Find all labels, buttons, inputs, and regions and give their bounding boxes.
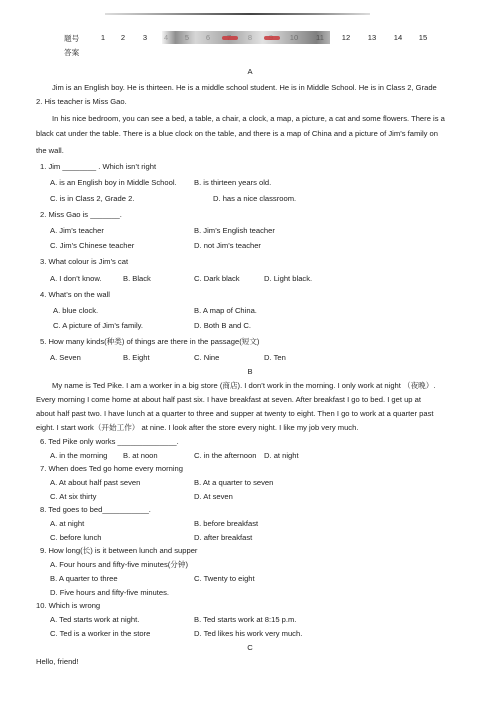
q7-option-b: B. At a quarter to seven bbox=[194, 478, 274, 487]
passage-c-greeting: Hello, friend! bbox=[36, 657, 79, 666]
q9-option-b: B. A quarter to three bbox=[50, 574, 118, 583]
q10-option-c: C. Ted is a worker in the store bbox=[50, 629, 151, 638]
question-7: 7. When does Ted go home every morning bbox=[40, 464, 183, 473]
red-mark bbox=[222, 36, 238, 40]
passage-b-line: about half past two. I have lunch at a quarter to three and supper at twenty to eight. Then I go to work at a quarter past bbox=[36, 409, 434, 418]
q6-option-c: C. in the afternoon bbox=[194, 451, 257, 460]
q8-option-b: B. before breakfast bbox=[194, 519, 259, 528]
q10-option-a: A. Ted starts work at night. bbox=[50, 615, 140, 624]
question-10: 10. Which is wrong bbox=[36, 601, 101, 610]
header-rule bbox=[105, 13, 370, 15]
answer-number: 15 bbox=[418, 33, 428, 42]
section-b-heading: B bbox=[247, 367, 253, 376]
q2-option-a: A. Jim’s teacher bbox=[50, 226, 104, 235]
q6-option-a: A. in the morning bbox=[50, 451, 108, 460]
q10-option-d: D. Ted likes his work very much. bbox=[194, 629, 303, 638]
q5-option-b: B. Eight bbox=[123, 353, 150, 362]
passage-b-line: Every morning I come home at about half past six. I have breakfast at seven. After breakfast I go to bed. I get up at bbox=[36, 395, 421, 404]
question-4: 4. What’s on the wall bbox=[40, 290, 110, 299]
q5-option-a: A. Seven bbox=[50, 353, 81, 362]
question-3: 3. What colour is Jim’s cat bbox=[40, 257, 129, 266]
q6-option-d: D. at night bbox=[264, 451, 299, 460]
q10-option-b: B. Ted starts work at 8:15 p.m. bbox=[194, 615, 297, 624]
answer-table-answer-label: 答案 bbox=[64, 48, 80, 57]
q2-option-d: D. not Jim’s teacher bbox=[194, 241, 261, 250]
answer-number: 13 bbox=[367, 33, 377, 42]
answer-number: 14 bbox=[393, 33, 403, 42]
passage-a-line: black cat under the table. There is a blue clock on the table, and there is a map of China and a picture of Jim’s family on bbox=[36, 129, 438, 138]
scan-smudge bbox=[162, 31, 330, 44]
q5-option-c: C. Nine bbox=[194, 353, 220, 362]
question-8: 8. Ted goes to bed___________. bbox=[40, 505, 151, 514]
q4-option-c: C. A picture of Jim’s family. bbox=[53, 321, 144, 330]
question-5: 5. How many kinds(种类) of things are there in the passage(短文) bbox=[40, 337, 260, 346]
section-a-heading: A bbox=[247, 67, 253, 76]
passage-a-line: the wall. bbox=[36, 146, 64, 155]
q5-option-d: D. Ten bbox=[264, 353, 286, 362]
red-mark bbox=[264, 36, 280, 40]
passage-a-line: Jim is an English boy. He is thirteen. He is a middle school student. He is in Middle School. He is in Class 2, Grade bbox=[52, 83, 437, 92]
answer-number: 1 bbox=[100, 33, 106, 42]
q4-option-d: D. Both B and C. bbox=[194, 321, 251, 330]
q7-option-c: C. At six thirty bbox=[50, 492, 97, 501]
question-9: 9. How long(长) is it between lunch and supper bbox=[40, 546, 198, 555]
q7-option-a: A. At about half past seven bbox=[50, 478, 141, 487]
q9-option-c: C. Twenty to eight bbox=[194, 574, 255, 583]
q3-option-c: C. Dark black bbox=[194, 274, 240, 283]
question-1: 1. Jim ________ . Which isn’t right bbox=[40, 162, 157, 171]
answer-number: 3 bbox=[142, 33, 148, 42]
q7-option-d: D. At seven bbox=[194, 492, 233, 501]
q8-option-a: A. at night bbox=[50, 519, 85, 528]
q1-option-d: D. has a nice classroom. bbox=[213, 194, 297, 203]
passage-b-line: eight. I start work（开始工作） at nine. I look after the store every night. I like my job very much. bbox=[36, 423, 359, 432]
question-2: 2. Miss Gao is _______. bbox=[40, 210, 122, 219]
q1-option-c: C. is in Class 2, Grade 2. bbox=[50, 194, 135, 203]
q2-option-c: C. Jim’s Chinese teacher bbox=[50, 241, 135, 250]
q3-option-d: D. Light black. bbox=[264, 274, 313, 283]
q1-option-b: B. is thirteen years old. bbox=[194, 178, 272, 187]
question-6: 6. Ted Pike only works ______________. bbox=[40, 437, 179, 446]
section-c-heading: C bbox=[247, 643, 253, 652]
q1-option-a: A. is an English boy in Middle School. bbox=[50, 178, 177, 187]
answer-table-number-label: 题号 bbox=[64, 34, 80, 43]
answer-table-answer-row bbox=[62, 45, 440, 59]
answer-number: 2 bbox=[120, 33, 126, 42]
q9-option-d: D. Five hours and fifty-five minutes. bbox=[50, 588, 170, 597]
q4-option-a: A. blue clock. bbox=[53, 306, 99, 315]
q4-option-b: B. A map of China. bbox=[194, 306, 257, 315]
q2-option-b: B. Jim’s English teacher bbox=[194, 226, 275, 235]
q9-option-a: A. Four hours and fifty-five minutes(分钟) bbox=[50, 560, 188, 569]
q3-option-a: A. I don’t know. bbox=[50, 274, 102, 283]
answer-number: 12 bbox=[341, 33, 351, 42]
passage-b-line: My name is Ted Pike. I am a worker in a big store (商店). I don’t work in the morning. I only work at night （夜晚）. bbox=[52, 381, 436, 390]
q6-option-b: B. at noon bbox=[123, 451, 158, 460]
passage-a-line: In his nice bedroom, you can see a bed, a table, a chair, a clock, a map, a picture, a cat and some flowers. There is a bbox=[52, 114, 445, 123]
q3-option-b: B. Black bbox=[123, 274, 151, 283]
q8-option-c: C. before lunch bbox=[50, 533, 102, 542]
q8-option-d: D. after breakfast bbox=[194, 533, 253, 542]
passage-a-line: 2. His teacher is Miss Gao. bbox=[36, 97, 127, 106]
